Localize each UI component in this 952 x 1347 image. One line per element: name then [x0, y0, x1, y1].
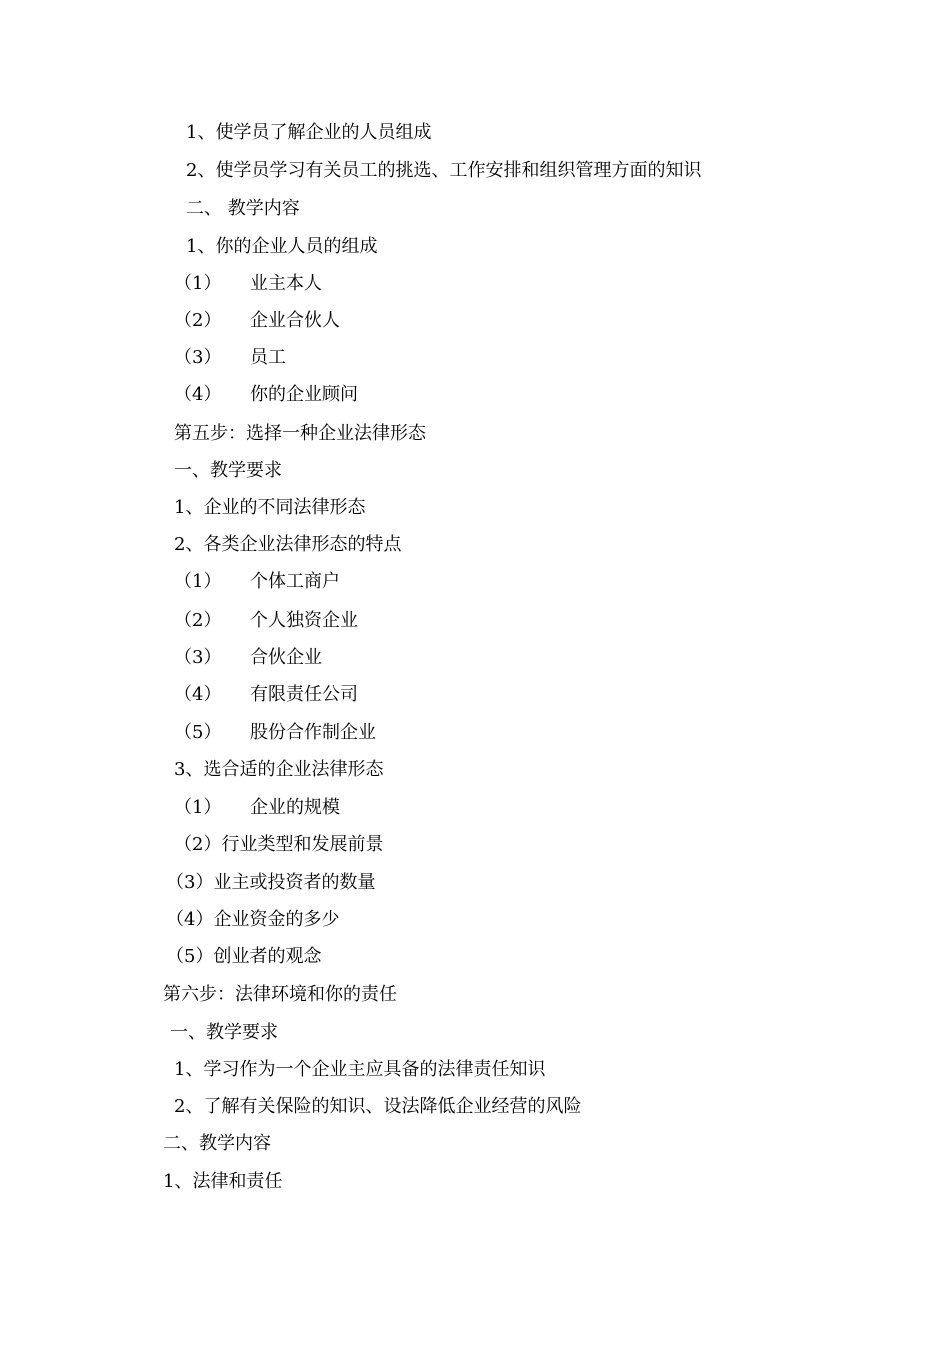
text-line: 1、学习作为一个企业主应具备的法律责任知识 [174, 1059, 546, 1080]
text-line: 1、企业的不同法律形态 [174, 497, 366, 518]
list-item [174, 570, 340, 594]
text-line: 2、使学员学习有关员工的挑选、工作安排和组织管理方面的知识 [186, 160, 702, 181]
list-number: （1） [174, 273, 222, 294]
list-text: 个体工商户 [250, 571, 340, 592]
list-text: 员工 [250, 347, 286, 368]
section-heading: 二、教学内容 [163, 1133, 271, 1154]
list-number: （3） [174, 347, 222, 368]
list-text: 企业的规模 [250, 797, 340, 818]
list-item [174, 721, 376, 745]
list-item [174, 346, 286, 370]
list-number: （4） [174, 684, 222, 705]
list-text: 业主本人 [250, 273, 322, 294]
list-text: 有限责任公司 [250, 684, 358, 705]
list-item: （3）业主或投资者的数量 [166, 872, 376, 893]
list-number: （1） [174, 571, 222, 592]
text-line: 2、了解有关保险的知识、设法降低企业经营的风险 [174, 1096, 582, 1117]
list-text: 个人独资企业 [250, 610, 358, 631]
text-line: 3、选合适的企业法律形态 [174, 759, 384, 780]
step-heading: 第六步：法律环境和你的责任 [163, 984, 397, 1005]
list-number: （1） [174, 797, 222, 818]
list-item: （5）创业者的观念 [166, 946, 322, 967]
list-item [174, 646, 322, 670]
list-item: （4）企业资金的多少 [166, 909, 340, 930]
list-item [174, 272, 322, 296]
list-item [174, 609, 358, 633]
text-line: 1、你的企业人员的组成 [186, 236, 378, 257]
list-number: （3） [174, 647, 222, 668]
list-number: （2） [174, 610, 222, 631]
text-line: 2、各类企业法律形态的特点 [174, 534, 402, 555]
section-heading: 一、教学要求 [170, 1022, 278, 1043]
step-heading: 第五步：选择一种企业法律形态 [174, 423, 426, 444]
list-item [174, 309, 340, 333]
list-text: 股份合作制企业 [250, 722, 376, 743]
list-number: （5） [174, 722, 222, 743]
section-heading: 一、教学要求 [174, 460, 282, 481]
section-heading: 二、 教学内容 [186, 198, 300, 219]
text-line: 1、法律和责任 [163, 1171, 283, 1192]
list-text: 你的企业顾问 [250, 384, 358, 405]
list-item [174, 383, 358, 407]
list-number: （2） [174, 310, 222, 331]
list-item [174, 796, 340, 820]
text-line: 1、使学员了解企业的人员组成 [186, 122, 432, 143]
list-item [174, 683, 358, 707]
list-text: 合伙企业 [250, 647, 322, 668]
list-text: 企业合伙人 [250, 310, 340, 331]
list-item: （2）行业类型和发展前景 [174, 834, 384, 855]
list-number: （4） [174, 384, 222, 405]
